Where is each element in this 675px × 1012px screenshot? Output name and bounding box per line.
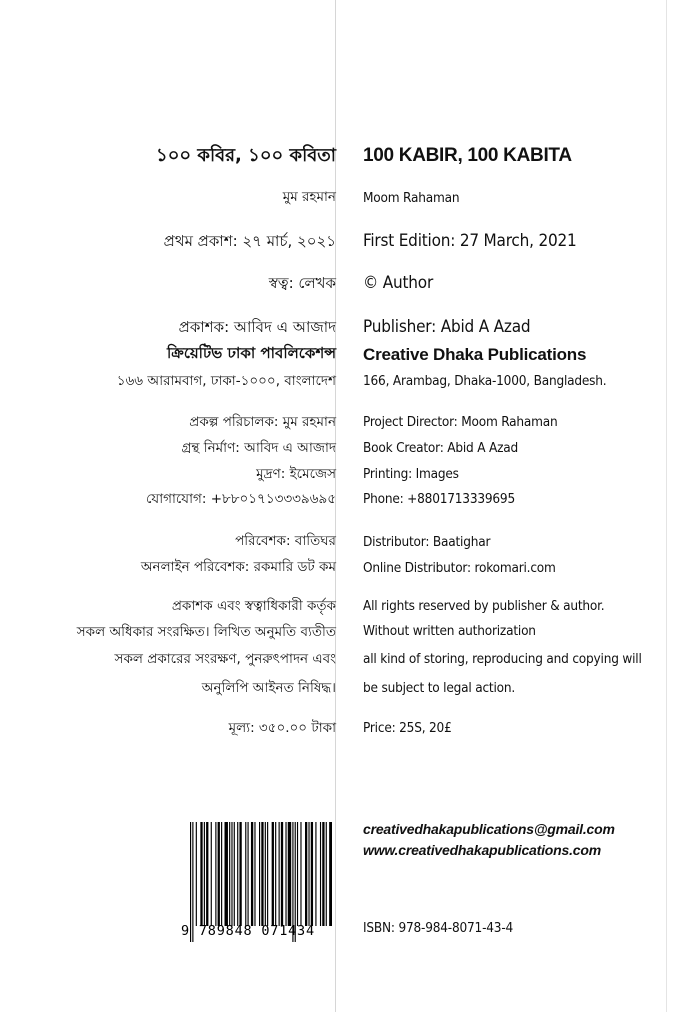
barcode-bar [329,822,332,926]
barcode-bar [259,822,260,926]
english-online-distributor: Online Distributor: rokomari.com [363,560,556,576]
bengali-publisher: প্রকাশক: আবিদ এ আজাদ [178,318,336,336]
bengali-printing: মুদ্রণ: ইমেজেস [256,466,336,482]
bengali-first-edition: প্রথম প্রকাশ: ২৭ মার্চ, ২০২১ [163,232,336,250]
barcode-bar [300,822,301,926]
english-printing: Printing: Images [363,466,459,482]
barcode-bar [322,822,324,926]
bengali-imprint: ক্রিয়েটিভ ঢাকা পাবলিকেশন্স [166,344,336,362]
barcode-digits: 9 789848 071434 [181,923,315,939]
bengali-rights-line-3: সকল প্রকারের সংরক্ষণ, পুনরুৎপাদন এবং [114,651,336,667]
barcode-bar [251,822,253,926]
english-project-director: Project Director: Moom Rahaman [363,414,558,430]
page-edge [666,0,667,1012]
barcode-bar [254,822,255,926]
barcode-bar [297,822,298,926]
barcode-bar [206,822,208,926]
bengali-title: ১০০ কবির, ১০০ কবিতা [156,145,336,166]
bengali-distributor: পরিবেশক: বাতিঘর [235,533,336,549]
barcode-bar [275,822,276,926]
barcode-bar [288,822,291,926]
english-first-edition: First Edition: 27 March, 2021 [363,231,577,251]
bengali-rights-line-4: অনুলিপি আইনত নিষিদ্ধ। [201,680,336,696]
bengali-rights-line-1: প্রকাশক এবং স্বত্বাধিকারী কর্তৃক [171,598,336,614]
barcode-bar [215,822,216,926]
bengali-address: ১৬৬ আরামবাগ, ঢাকা-১০০০, বাংলাদেশ [116,373,336,389]
barcode-bar [218,822,220,926]
barcode-bar [281,822,283,926]
barcode-bar [211,822,212,926]
barcode-bar [248,822,249,926]
bengali-author: মুম রহমান [282,189,336,205]
barcode-bar [229,822,230,926]
barcode-bar [308,822,309,926]
english-rights-line-1: All rights reserved by publisher & author. [363,598,605,614]
english-publisher: Publisher: Abid A Azad [363,317,531,337]
english-distributor: Distributor: Baatighar [363,534,491,550]
barcode-bar [267,822,268,926]
english-imprint: Creative Dhaka Publications [363,345,587,364]
barcode-bar [237,822,238,926]
barcode-bar [265,822,266,926]
barcode-bar [261,822,263,926]
barcode-bar [200,822,202,926]
bengali-copyright: স্বত্ব: লেখক [268,274,336,292]
english-address: 166, Arambag, Dhaka-1000, Bangladesh. [363,373,607,389]
bengali-rights-line-2: সকল অধিকার সংরক্ষিত। লিখিত অনুমতি ব্যতীত [76,624,336,640]
barcode-bar [326,822,327,926]
barcode-bar [320,822,321,926]
barcode-bar [204,822,205,926]
bengali-price: মূল্য: ৩৫০.০০ টাকা [228,720,336,736]
barcode-bar [239,822,241,926]
barcode-bar [315,822,316,926]
barcode-bar [279,822,280,926]
bengali-book-creator: গ্রন্থ নির্মাণ: আবিদ এ আজাদ [181,440,336,456]
isbn-number: ISBN: 978-984-8071-43-4 [363,920,514,936]
english-phone: Phone: +8801713339695 [363,491,515,507]
barcode-bar [272,822,274,926]
english-rights-line-3: all kind of storing, reproducing and copying will [363,651,642,667]
barcode-bar [225,822,228,926]
barcode-bar [245,822,246,926]
english-title: 100 KABIR, 100 KABITA [363,145,572,166]
english-rights-line-2: Without written authorization [363,623,536,639]
barcode-bar [234,822,235,926]
barcode-bar [231,822,232,926]
bengali-online-distributor: অনলাইন পরিবেশক: রকমারি ডট কম [140,559,336,575]
english-book-creator: Book Creator: Abid A Azad [363,440,519,456]
barcode-bar [285,822,286,926]
english-price: Price: 25S, 20£ [363,720,452,736]
bengali-project-director: প্রকল্প পরিচালক: মুম রহমান [189,414,336,430]
barcode-bar [305,822,307,926]
english-rights-line-4: be subject to legal action. [363,680,516,696]
barcode-bar [311,822,313,926]
barcode-bar [221,822,222,926]
bengali-phone: যোগাযোগ: +৮৮০১৭১৩৩৩৯৬৯৫ [145,491,336,507]
publisher-website: www.creativedhakapublications.com [363,842,601,858]
english-author: Moom Rahaman [363,190,460,206]
barcode-bar [196,822,197,926]
english-copyright: © Author [363,273,434,293]
publisher-email: creativedhakapublications@gmail.com [363,821,615,837]
